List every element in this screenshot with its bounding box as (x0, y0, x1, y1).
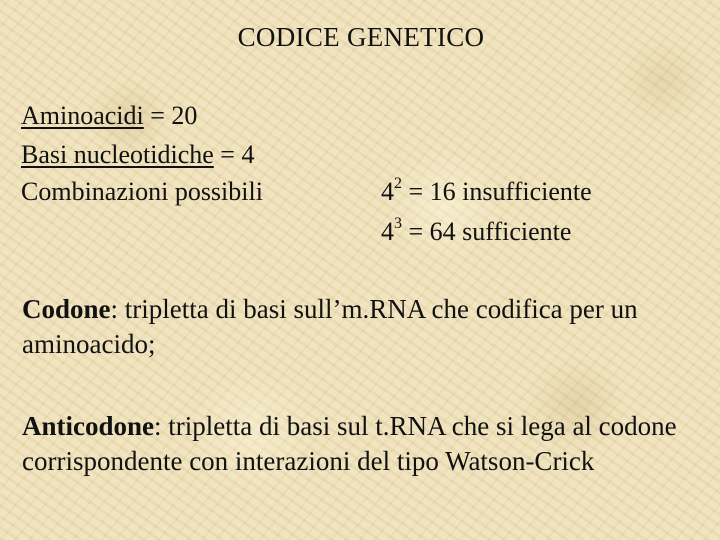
definition-codone: Codone: tripletta di basi sull’m.RNA che codifica per un aminoacido; (22, 294, 638, 359)
fact-combinations: Combinazioni possibili (21, 177, 263, 206)
fact-bases: Basi nucleotidiche = 4 (21, 140, 255, 169)
page-title: CODICE GENETICO (237, 22, 485, 52)
term-anticodone: Anticodone (22, 411, 155, 441)
definition-anticodone: Anticodone: tripletta di basi sul t.RNA che si lega al codone corrispondente con interazioni del tipo Watson-Crick (22, 411, 677, 476)
combination-16: $4^2 = 16$ insufficiente (381, 175, 592, 206)
combination-64: $4^3 = 64$ sufficiente (381, 215, 572, 246)
term-codone: Codone (22, 294, 111, 324)
fact-aminoacids: Aminoacidi = 20 (21, 101, 198, 130)
